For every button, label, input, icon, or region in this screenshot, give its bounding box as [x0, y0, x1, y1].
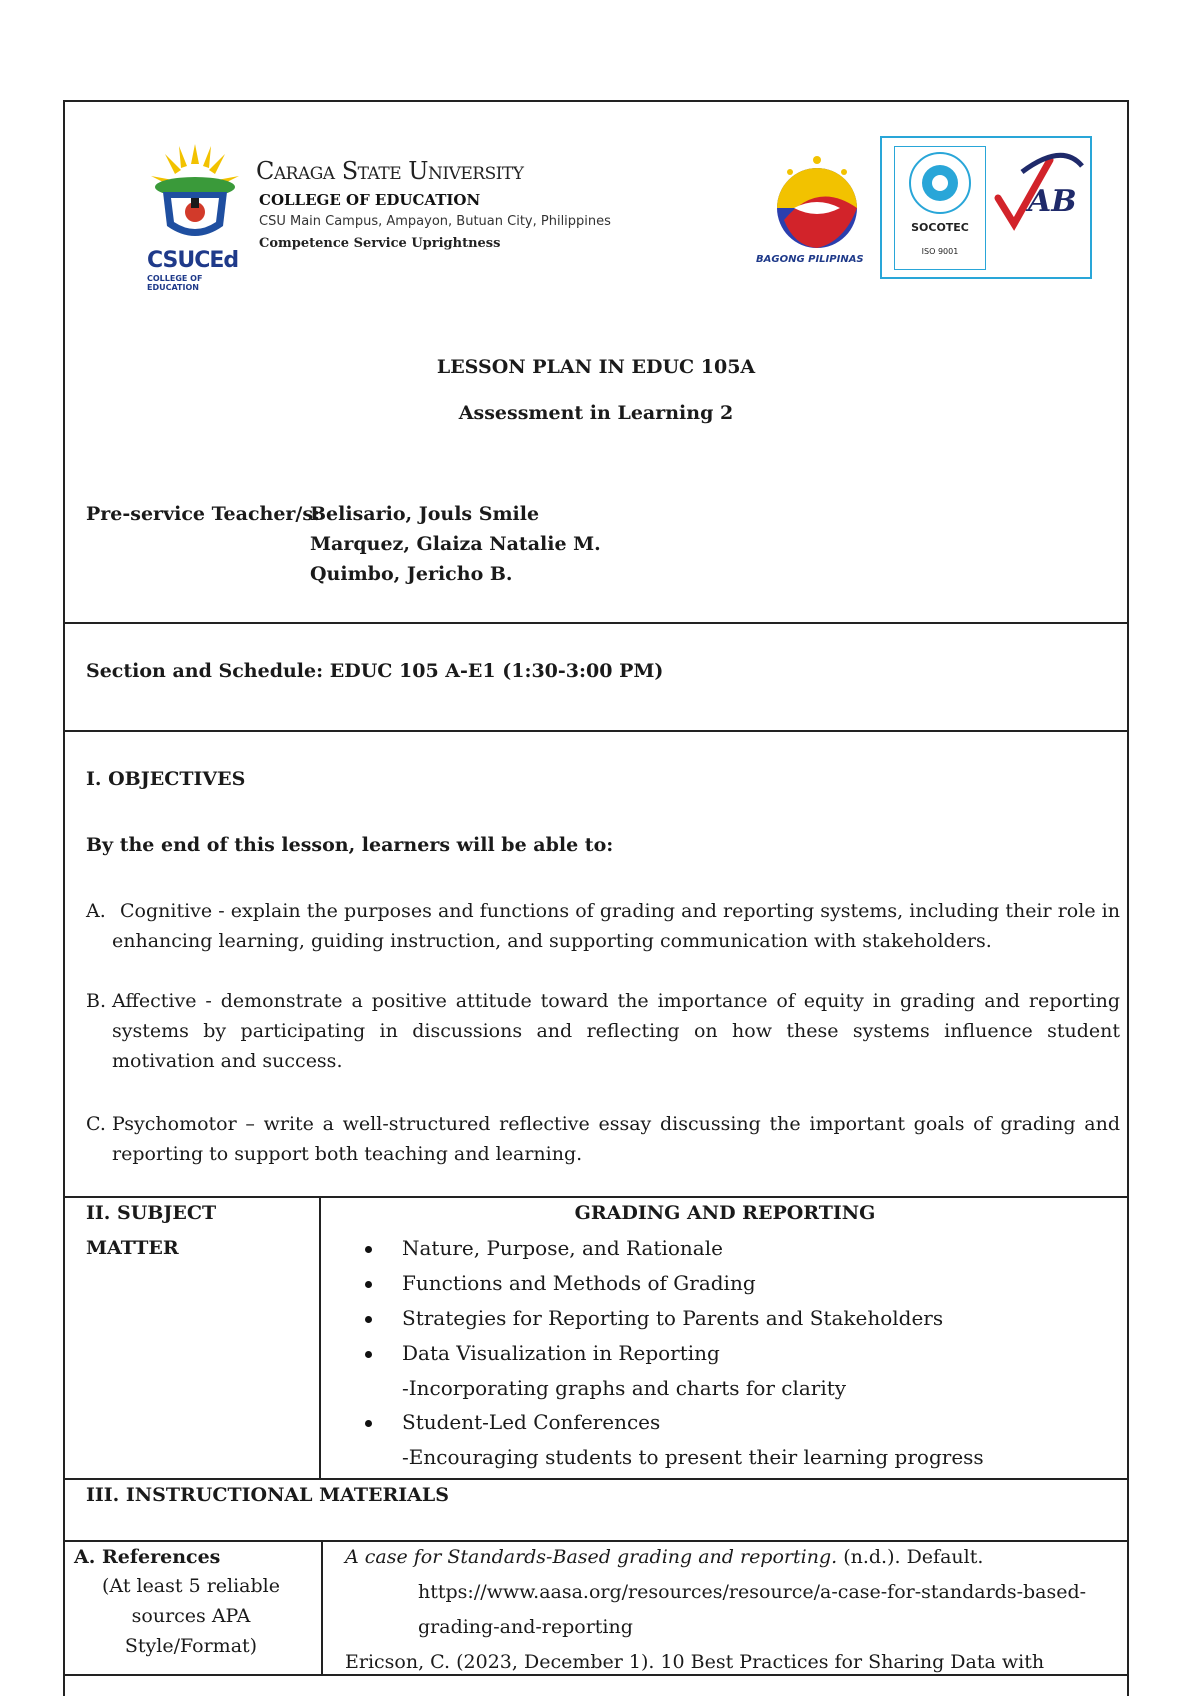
objectives-heading: I. OBJECTIVES	[86, 768, 246, 790]
bullet-icon	[365, 1281, 372, 1288]
csuced-logo-text: CSUCEd	[147, 248, 239, 273]
subject-bullet: Functions and Methods of Grading	[402, 1271, 756, 1295]
reference-entry	[345, 1546, 983, 1568]
schedule-label: Section and Schedule:	[86, 660, 324, 682]
subject-bullet: Strategies for Reporting to Parents and Stakeholders	[402, 1306, 944, 1330]
campus-address: CSU Main Campus, Ampayon, Butuan City, Philippines	[259, 214, 611, 229]
objectives-intro: By the end of this lesson, learners will be able to:	[86, 834, 614, 856]
subject-bullet: Data Visualization in Reporting	[402, 1341, 720, 1365]
objective-text: Cognitive - explain the purposes and functions of grading and reporting systems, including their role in enhancing learning, guiding instruction, and supporting communication with stakeholders.	[112, 900, 1120, 952]
reference-source: (n.d.). Default.	[837, 1546, 984, 1568]
references-label: A. References	[74, 1546, 221, 1568]
schedule-value: EDUC 105 A-E1 (1:30-3:00 PM)	[329, 660, 664, 682]
divider-after-teachers	[63, 622, 1129, 624]
ab-label: AB	[1028, 184, 1077, 219]
lesson-plan-title: LESSON PLAN IN EDUC 105A	[436, 356, 756, 378]
reference-url: https://www.aasa.org/resources/resource/a-case-for-standards-based-	[418, 1581, 1087, 1603]
socotec-badge	[894, 146, 986, 270]
iso-label: ISO 9001	[921, 247, 959, 256]
bagong-pilipinas-logo	[754, 150, 880, 270]
teacher-name: Marquez, Glaiza Natalie M.	[310, 533, 601, 555]
bullet-icon	[365, 1351, 372, 1358]
materials-heading: III. INSTRUCTIONAL MATERIALS	[86, 1484, 450, 1506]
objective-item-psychomotor	[86, 1109, 1120, 1169]
subject-bullet: Nature, Purpose, and Rationale	[402, 1236, 723, 1260]
objective-text: Psychomotor – write a well-structured reflective essay discussing the important goals of grading and reporting to support both teaching and learning.	[112, 1113, 1120, 1165]
csu-logo	[145, 142, 245, 290]
references-note: (At least 5 reliable	[102, 1575, 280, 1597]
university-motto	[259, 236, 500, 251]
reference-title: A case for Standards-Based grading and reporting.	[345, 1546, 838, 1568]
teachers-label: Pre-service Teacher/s:	[86, 503, 321, 525]
divider-after-objectives	[63, 1196, 1129, 1198]
objective-letter: C.	[86, 1113, 106, 1135]
motto-service: Service	[353, 236, 407, 251]
bagong-pilipinas-icon	[754, 150, 880, 250]
teacher-name: Belisario, Jouls Smile	[310, 503, 540, 525]
divider-after-schedule	[63, 730, 1129, 732]
socotec-label: SOCOTEC	[911, 221, 969, 234]
bullet-icon	[365, 1246, 372, 1253]
bullet-icon	[365, 1420, 372, 1427]
subject-sub-item: -Encouraging students to present their learning progress	[402, 1445, 984, 1469]
ab-badge	[992, 146, 1086, 270]
subject-bullet: Student-Led Conferences	[402, 1410, 661, 1434]
subject-sub-item: -Incorporating graphs and charts for clarity	[402, 1376, 847, 1400]
course-subtitle: Assessment in Learning 2	[458, 402, 734, 424]
subject-matter-heading: GRADING AND REPORTING	[574, 1202, 876, 1224]
schedule-row	[86, 660, 663, 682]
subject-matter-label: II. SUBJECT	[86, 1202, 217, 1224]
objective-letter: B.	[86, 990, 107, 1012]
objective-text: Affective - demonstrate a positive attitude toward the importance of equity in grading and reporting systems by participating in discussions and reflecting on how these systems influence student motivation and success.	[112, 990, 1120, 1072]
socotec-seal-icon	[895, 147, 985, 217]
college-name: COLLEGE OF EDUCATION	[259, 191, 481, 209]
references-column-divider	[321, 1540, 323, 1674]
csuced-logo-subtext: COLLEGE OF EDUCATION	[147, 274, 203, 292]
certification-badges	[880, 136, 1092, 279]
teacher-name: Quimbo, Jericho B.	[310, 563, 513, 585]
motto-uprightness: Uprightness	[411, 236, 501, 251]
motto-competence: Competence	[259, 236, 350, 251]
subject-column-divider	[319, 1196, 321, 1478]
divider-after-subject	[63, 1478, 1129, 1480]
reference-entry: Ericson, C. (2023, December 1). 10 Best Practices for Sharing Data with	[345, 1651, 1045, 1673]
references-note: Style/Format)	[124, 1635, 258, 1657]
bagong-pilipinas-label: BAGONG PILIPINAS	[756, 254, 864, 265]
divider-after-materials	[63, 1540, 1129, 1542]
objective-item-affective	[86, 986, 1120, 1076]
reference-url: grading-and-reporting	[418, 1616, 633, 1638]
divider-bottom	[63, 1674, 1129, 1676]
objective-item-cognitive	[86, 896, 1120, 956]
references-note: sources APA	[131, 1605, 251, 1627]
bullet-icon	[365, 1316, 372, 1323]
objective-letter: A.	[86, 900, 106, 922]
csu-seal-icon	[145, 142, 245, 252]
university-name: Caraga State University	[256, 157, 524, 185]
subject-matter-label-2: MATTER	[86, 1237, 179, 1259]
